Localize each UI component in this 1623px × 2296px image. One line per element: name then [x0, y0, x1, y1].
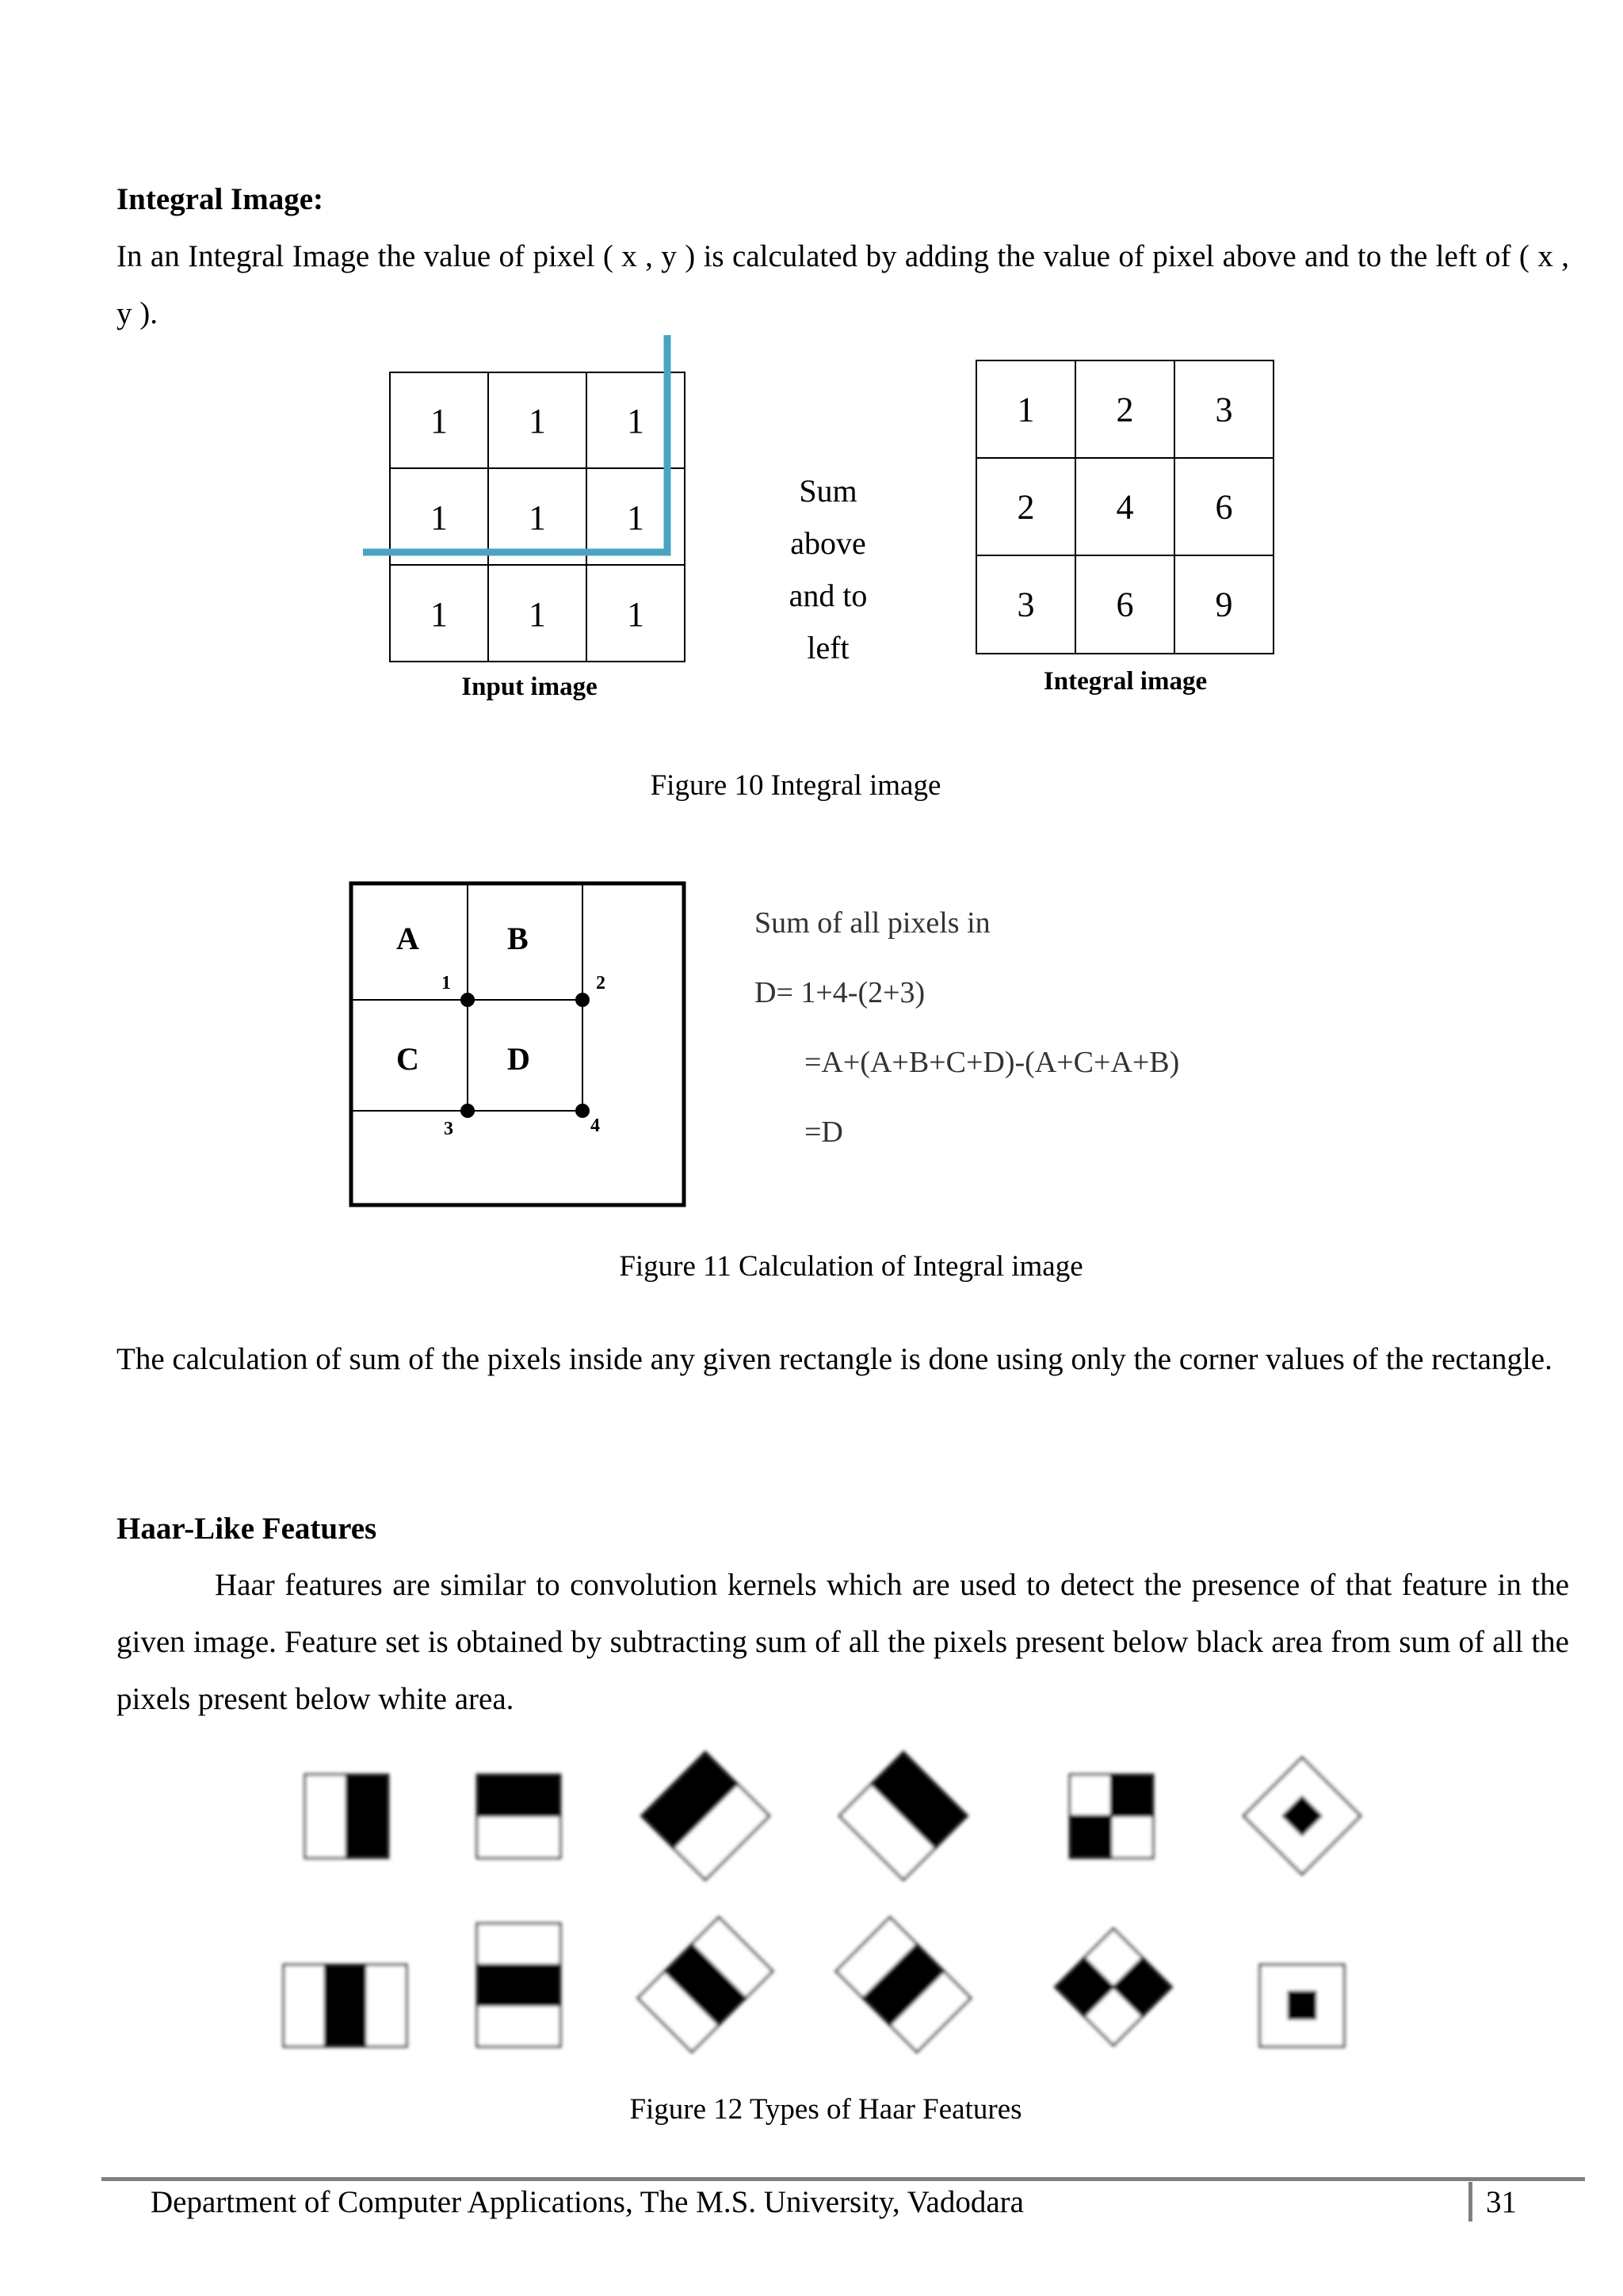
haar-line-diagonal-right-feature	[836, 1917, 971, 2052]
footer-department: Department of Computer Applications, The M.S. University, Vadodara	[151, 2185, 1024, 2219]
integral-image-label: Integral image	[1043, 667, 1208, 696]
section-heading-haar-features: Haar-Like Features	[116, 1512, 377, 1546]
formula-line-1: Sum of all pixels in	[754, 906, 991, 940]
haar-center-diagonal-feature	[1243, 1757, 1360, 1874]
input-cell: 1	[529, 498, 546, 537]
page-number: 31	[1486, 2185, 1517, 2219]
figure-12-caption: Figure 12 Types of Haar Features	[629, 2093, 1022, 2126]
haar-checkerboard-feature	[1070, 1775, 1153, 1858]
point-1-label: 1	[441, 973, 451, 994]
haar-features-paragraph: Haar features are similar to convolution kernels which are used to detect the presence of that feature in the given image. Feature set is obtained by subtracting sum of all the pixels present below black area from sum of all the pixels present below white area.	[116, 1568, 1569, 1716]
svg-text:left: left	[807, 630, 850, 666]
svg-text:and to: and to	[789, 578, 868, 613]
haar-line-vertical-feature	[284, 1965, 407, 2046]
region-d-label: D	[507, 1041, 530, 1077]
input-cell: 1	[430, 402, 448, 441]
input-cell: 1	[430, 498, 448, 537]
haar-diagonal-checkerboard-feature	[1055, 1928, 1171, 2045]
point-2-label: 2	[596, 973, 605, 994]
integral-cell: 6	[1116, 585, 1134, 624]
integral-cell: 3	[1215, 390, 1233, 429]
page-number-separator	[1468, 2182, 1472, 2222]
region-b-label: B	[507, 921, 529, 956]
figure-10-caption: Figure 10 Integral image	[650, 769, 941, 802]
input-cell: 1	[430, 595, 448, 634]
sum-above-left-label	[789, 473, 868, 666]
formula-line-2: D= 1+4-(2+3)	[754, 976, 926, 1009]
integral-cell: 4	[1116, 487, 1134, 527]
section-heading-integral-image: Integral Image:	[116, 182, 324, 216]
integral-cell: 1	[1017, 390, 1035, 429]
integral-cell: 9	[1215, 585, 1233, 624]
input-cell: 1	[627, 402, 644, 441]
input-cell: 1	[627, 498, 644, 537]
haar-line-diagonal-left-feature	[638, 1917, 773, 2052]
region-c-label: C	[396, 1041, 419, 1077]
region-a-label: A	[396, 921, 419, 956]
figure-11-caption: Figure 11 Calculation of Integral image	[619, 1250, 1083, 1283]
haar-center-surround-feature	[1260, 1965, 1344, 2046]
formula-line-3: =A+(A+B+C+D)-(A+C+A+B)	[804, 1046, 1180, 1079]
haar-edge-vertical-feature	[305, 1775, 388, 1858]
input-cell: 1	[529, 595, 546, 634]
input-cell: 1	[627, 595, 644, 634]
integral-cell: 6	[1215, 487, 1233, 527]
footer-divider	[101, 2177, 1585, 2181]
input-image-label: Input image	[461, 673, 598, 701]
figure-12-haar-features	[269, 1735, 1395, 2068]
integral-cell: 2	[1017, 487, 1035, 527]
haar-edge-horizontal-feature	[477, 1775, 560, 1858]
integral-image-paragraph: In an Integral Image the value of pixel ( x , y ) is calculated by adding the value of pixel above and to the left of ( x , y ).	[116, 239, 1569, 330]
haar-edge-diagonal-right-feature	[839, 1752, 967, 1879]
formula-line-4: =D	[804, 1116, 843, 1149]
integral-cell: 2	[1116, 390, 1134, 429]
rectangle-sum-paragraph: The calculation of sum of the pixels inside any given rectangle is done using only the corner values of the rectangle.	[116, 1342, 1552, 1376]
figure-10-integral-image	[349, 329, 1300, 709]
input-cell: 1	[529, 402, 546, 441]
svg-text:Sum: Sum	[799, 473, 857, 509]
figure-11-integral-calculation	[349, 879, 1300, 1212]
point-3-label: 3	[444, 1119, 453, 1139]
integral-cell: 3	[1017, 585, 1035, 624]
haar-edge-diagonal-left-feature	[641, 1752, 769, 1879]
sum-region-marker	[363, 335, 667, 552]
haar-line-horizontal-feature	[477, 1924, 560, 2046]
point-4-label: 4	[590, 1116, 600, 1136]
svg-text:above: above	[790, 525, 866, 561]
